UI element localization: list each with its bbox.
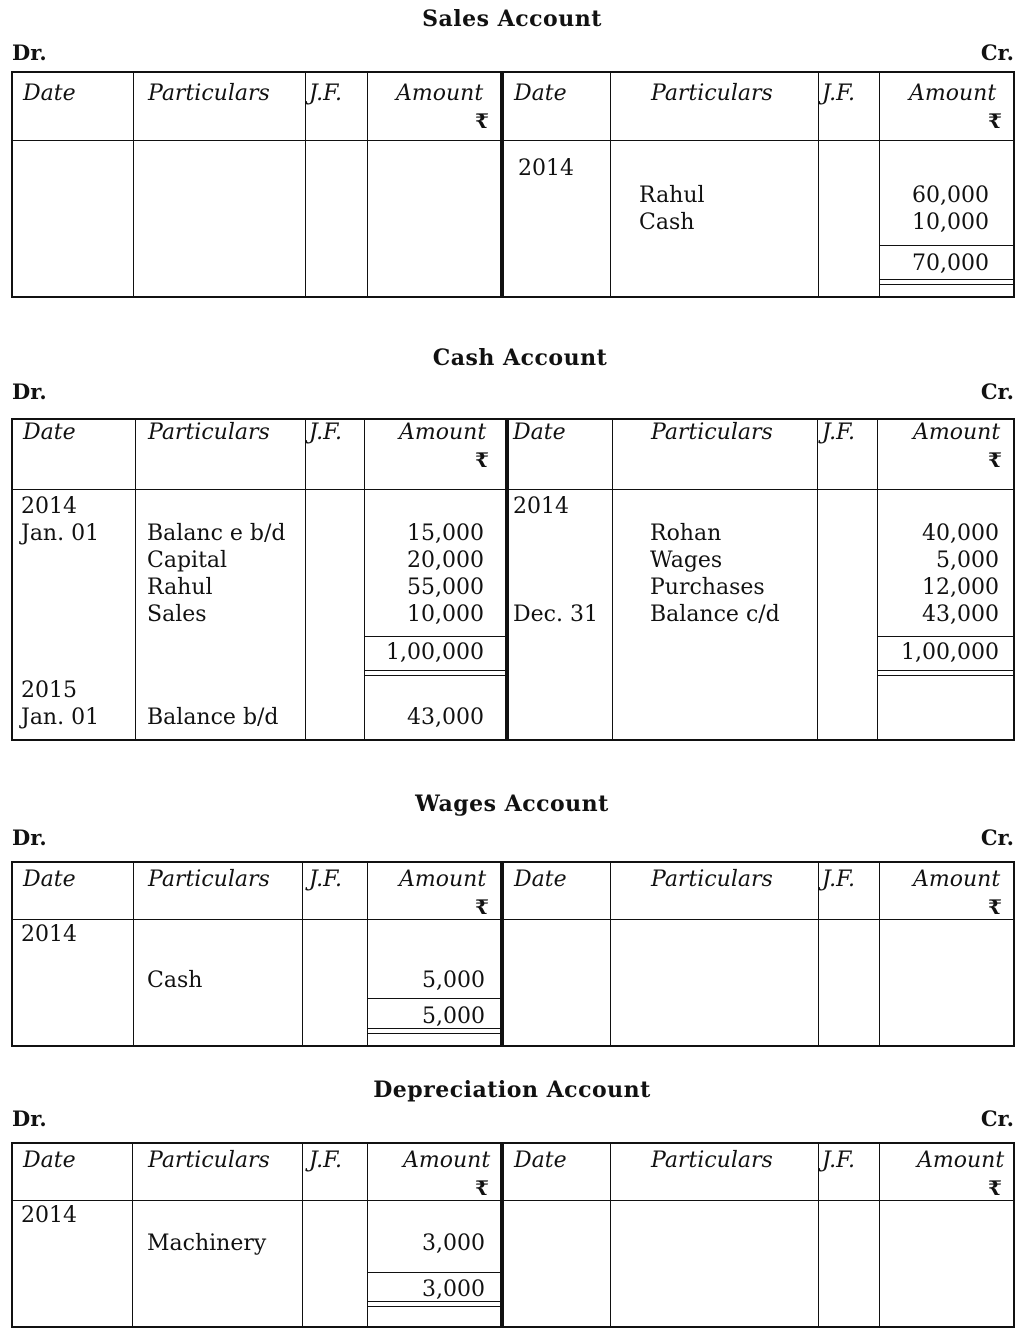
wages-dr-total: 5,000 [422,1004,485,1029]
depreciation-dr-particular: Machinery [147,1231,267,1256]
sales-cr-amount: 10,000 [912,210,989,235]
cash-dr-amount: 55,000 [407,575,484,600]
cash-cr-amount: 40,000 [922,521,999,546]
sales-drcr-row [12,40,1014,65]
rupee-symbol: ₹ [988,448,1002,472]
header-particulars: Particulars [651,867,773,892]
cash-dr-amount: 20,000 [407,548,484,573]
depreciation-dr-year: 2014 [21,1203,77,1228]
header-particulars: Particulars [651,1148,773,1173]
wages-dr-amount: 5,000 [422,968,485,993]
cash-cr-particular: Rohan [650,521,722,546]
sales-cr-amount: 60,000 [912,183,989,208]
rupee-symbol: ₹ [988,895,1002,919]
depreciation-account-title: Depreciation Account [373,1077,651,1103]
cash-dr-amount: 10,000 [407,602,484,627]
header-jf: J.F. [309,81,342,106]
cash-cr-amount: 43,000 [922,602,999,627]
wages-account-title: Wages Account [415,791,609,817]
wages-drcr-row [12,825,1014,850]
header-particulars: Particulars [148,420,270,445]
cash-dr-next-particular: Balance b/d [147,705,279,730]
header-particulars: Particulars [148,81,270,106]
cash-cr-year: 2014 [513,494,569,519]
header-jf: J.F. [309,420,342,445]
depreciation-drcr-row [12,1106,1014,1131]
cash-cr-particular: Purchases [650,575,765,600]
sales-account-title: Sales Account [422,6,602,32]
header-date: Date [23,867,76,892]
header-jf: J.F. [822,420,855,445]
cash-ledger-table [11,418,1015,741]
cash-dr-particular: Capital [147,548,228,573]
rupee-symbol: ₹ [475,1176,489,1200]
header-date: Date [23,420,76,445]
cash-dr-date: Jan. 01 [21,521,100,546]
dr-label: Dr. [12,379,47,404]
header-date: Date [514,867,567,892]
sales-cr-particular: Rahul [639,183,705,208]
header-jf: J.F. [822,81,855,106]
header-jf: J.F. [822,1148,855,1173]
cash-cr-particular: Wages [650,548,723,573]
header-particulars: Particulars [651,81,773,106]
depreciation-ledger-table [11,1142,1015,1328]
cash-cr-total: 1,00,000 [901,640,999,665]
cash-dr-next-amount: 43,000 [407,705,484,730]
sales-cr-total: 70,000 [912,251,989,276]
cash-dr-particular: Rahul [147,575,213,600]
wages-dr-year: 2014 [21,922,77,947]
cr-label: Cr. [980,825,1014,850]
cr-label: Cr. [980,379,1014,404]
header-particulars: Particulars [148,867,270,892]
cash-cr-date: Dec. 31 [513,602,598,627]
cash-dr-next-year: 2015 [21,678,77,703]
header-amount: Amount [913,420,1001,445]
header-date: Date [513,420,566,445]
header-particulars: Particulars [148,1148,270,1173]
header-amount: Amount [403,1148,491,1173]
sales-cr-year: 2014 [518,156,574,181]
header-date: Date [514,81,567,106]
header-date: Date [514,1148,567,1173]
cash-cr-particular: Balance c/d [650,602,780,627]
rupee-symbol: ₹ [988,109,1002,133]
cash-dr-total: 1,00,000 [386,640,484,665]
cash-dr-year: 2014 [21,494,77,519]
cr-label: Cr. [980,40,1014,65]
depreciation-dr-total: 3,000 [422,1277,485,1302]
header-particulars: Particulars [651,420,773,445]
rupee-symbol: ₹ [988,1176,1002,1200]
cash-dr-particular: Sales [147,602,207,627]
wages-ledger-table [11,861,1015,1047]
sales-ledger-table [11,71,1015,298]
dr-label: Dr. [12,825,47,850]
header-date: Date [23,1148,76,1173]
header-amount: Amount [909,81,997,106]
cash-cr-amount: 5,000 [936,548,999,573]
depreciation-dr-amount: 3,000 [422,1231,485,1256]
header-date: Date [23,81,76,106]
cash-dr-amount: 15,000 [407,521,484,546]
sales-cr-particular: Cash [639,210,695,235]
dr-label: Dr. [12,1106,47,1131]
cash-dr-particular: Balanc e b/d [147,521,286,546]
cash-drcr-row [12,379,1014,404]
dr-label: Dr. [12,40,47,65]
header-amount: Amount [399,867,487,892]
cash-cr-amount: 12,000 [922,575,999,600]
header-amount: Amount [396,81,484,106]
header-amount: Amount [913,867,1001,892]
header-amount: Amount [399,420,487,445]
cash-dr-next-date: Jan. 01 [21,705,100,730]
rupee-symbol: ₹ [475,895,489,919]
cash-account-title: Cash Account [432,345,608,371]
header-jf: J.F. [309,867,342,892]
header-jf: J.F. [822,867,855,892]
header-jf: J.F. [309,1148,342,1173]
wages-dr-particular: Cash [147,968,203,993]
rupee-symbol: ₹ [475,448,489,472]
rupee-symbol: ₹ [475,109,489,133]
cr-label: Cr. [980,1106,1014,1131]
header-amount: Amount [917,1148,1005,1173]
